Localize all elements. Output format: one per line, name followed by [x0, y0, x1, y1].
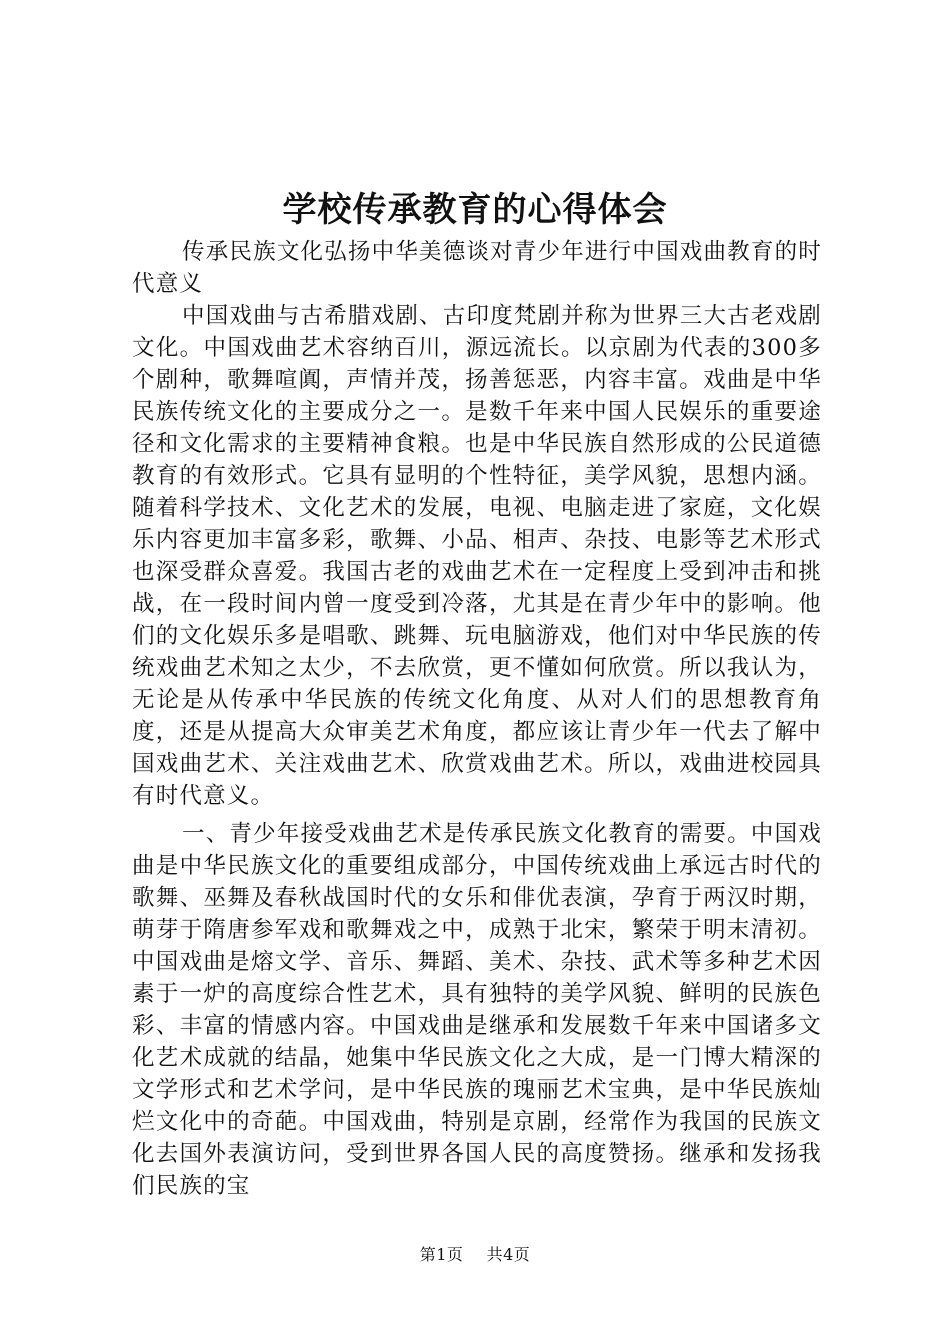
paragraph-subtitle: 传承民族文化弘扬中华美德谈对青少年进行中国戏曲教育的时代意义: [132, 239, 822, 297]
paragraph-intro: 中国戏曲与古希腊戏剧、古印度梵剧并称为世界三大古老戏剧文化。中国戏曲艺术容纳百川，源远流长。以京剧为代表的300多个剧种，歌舞喧阗，声情并茂，扬善惩恶，内容丰富。戏曲是中华民族传统文化的主要成分之一。是数千年来中国人民娱乐的重要途径和文化需求的主要精神食粮。也是中华民族自然形成的公民道德教育的有效形式。它具有显明的个性特征，美学风貌，思想内涵。随着科学技术、文化艺术的发展，电视、电脑走进了家庭，文化娱乐内容更加丰富多彩，歌舞、小品、相声、杂技、电影等艺术形式也深受群众喜爱。我国古老的戏曲艺术在一定程度上受到冲击和挑战，在一段时间内曾一度受到冷落，尤其是在青少年中的影响。他们的文化娱乐多是唱歌、跳舞、玩电脑游戏，他们对中华民族的传统戏曲艺术知之太少，不去欣赏，更不懂如何欣赏。所以我认为，无论是从传承中华民族的传统文化角度、从对人们的思想教育角度，还是从提高大众审美艺术角度，都应该让青少年一代去了解中国戏曲艺术、关注戏曲艺术、欣赏戏曲艺术。所以，戏曲进校园具有时代意义。: [132, 303, 822, 809]
document-body: [132, 236, 822, 1202]
page-number: 第1页: [419, 1245, 464, 1264]
page-total: 共4页: [486, 1245, 531, 1264]
paragraph-section-one: 一、青少年接受戏曲艺术是传承民族文化教育的需要。中国戏曲是中华民族文化的重要组成部分，中国传统戏曲上承远古时代的歌舞、巫舞及春秋战国时代的女乐和俳优表演，孕育于两汉时期，萌芽于隋唐参军戏和歌舞戏之中，成熟于北宋，繁荣于明末清初。中国戏曲是熔文学、音乐、舞蹈、美术、杂技、武术等多种艺术因素于一炉的高度综合性艺术，具有独特的美学风貌、鲜明的民族色彩、丰富的情感内容。中国戏曲是继承和发展数千年来中国诸多文化艺术成就的结晶，她集中华民族文化之大成，是一门博大精深的文学形式和艺术学问，是中华民族的瑰丽艺术宝典，是中华民族灿烂文化中的奇葩。中国戏曲，特别是京剧，经常作为我国的民族文化去国外表演访问，受到世界各国人民的高度赞扬。继承和发扬我们民族的宝: [132, 821, 822, 1199]
page-footer: [0, 1244, 950, 1266]
page-title: 学校传承教育的心得体会: [282, 190, 668, 230]
